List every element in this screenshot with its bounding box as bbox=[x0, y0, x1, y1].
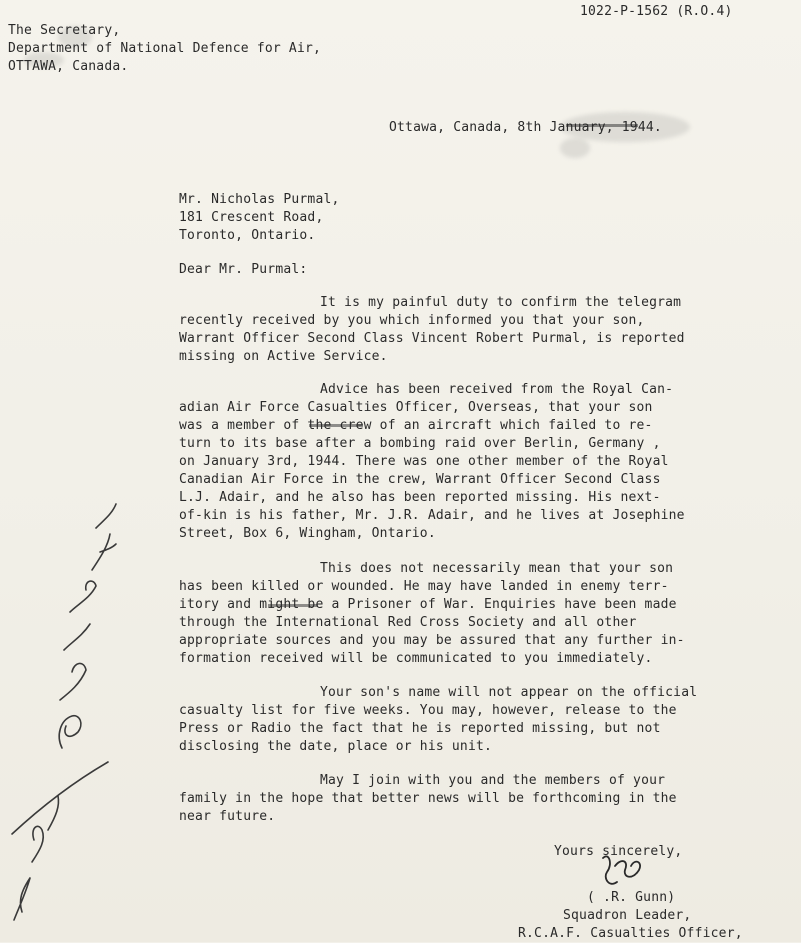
sender-line-2: Department of National Defence for Air, bbox=[8, 41, 322, 56]
ink-smudge bbox=[560, 138, 590, 158]
sender-line-3: OTTAWA, Canada. bbox=[8, 59, 129, 74]
paragraph-4-line: Press or Radio the fact that he is reported missing, but not bbox=[179, 721, 661, 736]
salutation: Dear Mr. Purmal: bbox=[179, 262, 308, 277]
paragraph-3-line: formation received will be communicated to you immediately. bbox=[179, 651, 653, 666]
paragraph-1-line: It is my painful duty to confirm the telegram bbox=[320, 295, 682, 310]
paragraph-2-line: was a member of the crew of an aircraft which failed to re- bbox=[179, 418, 653, 433]
paragraph-1-line: recently received by you which informed you that your son, bbox=[179, 313, 645, 328]
paragraph-2-line: L.J. Adair, and he also has been reported missing. His next- bbox=[179, 490, 661, 505]
paragraph-3-line: appropriate sources and you may be assured that any further in- bbox=[179, 633, 685, 648]
paragraph-3-line: has been killed or wounded. He may have landed in enemy terr- bbox=[179, 579, 669, 594]
reference-number: 1022-P-1562 (R.O.4) bbox=[580, 4, 733, 19]
paragraph-2-line: on January 3rd, 1944. There was one other member of the Royal bbox=[179, 454, 669, 469]
paragraph-2-line: of-kin is his father, Mr. J.R. Adair, and he lives at Josephine bbox=[179, 508, 685, 523]
paragraph-5-line: family in the hope that better news will be forthcoming in the bbox=[179, 791, 677, 806]
recipient-city: Toronto, Ontario. bbox=[179, 228, 316, 243]
paragraph-2-line: Canadian Air Force in the crew, Warrant Officer Second Class bbox=[179, 472, 661, 487]
paragraph-2-line: adian Air Force Casualties Officer, Overseas, that your son bbox=[179, 400, 653, 415]
paragraph-1-line: Warrant Officer Second Class Vincent Robert Purmal, is reported bbox=[179, 331, 685, 346]
paragraph-2-line: Street, Box 6, Wingham, Ontario. bbox=[179, 526, 436, 541]
margin-handwriting bbox=[0, 500, 120, 940]
paragraph-5-line: May I join with you and the members of your bbox=[320, 773, 666, 788]
sender-line-1: The Secretary, bbox=[8, 23, 121, 38]
paragraph-2-line: turn to its base after a bombing raid over Berlin, Germany , bbox=[179, 436, 661, 451]
paragraph-3-line: itory and might be a Prisoner of War. Enquiries have been made bbox=[179, 597, 677, 612]
date-line: Ottawa, Canada, 8th January, 1944. bbox=[389, 120, 662, 135]
recipient-name: Mr. Nicholas Purmal, bbox=[179, 192, 340, 207]
signature-name: ( .R. Gunn) bbox=[587, 890, 676, 905]
paragraph-3-line: This does not necessarily mean that your son bbox=[320, 561, 674, 576]
paragraph-1-line: missing on Active Service. bbox=[179, 349, 388, 364]
paragraph-4-line: disclosing the date, place or his unit. bbox=[179, 739, 493, 754]
paragraph-4-line: casualty list for five weeks. You may, however, release to the bbox=[179, 703, 677, 718]
signature-title-1: Squadron Leader, bbox=[563, 908, 692, 923]
paragraph-2-line: Advice has been received from the Royal Can- bbox=[320, 382, 674, 397]
paragraph-3-line: through the International Red Cross Society and all other bbox=[179, 615, 637, 630]
paragraph-4-line: Your son's name will not appear on the official bbox=[320, 685, 698, 700]
paragraph-5-line: near future. bbox=[179, 809, 276, 824]
recipient-street: 181 Crescent Road, bbox=[179, 210, 324, 225]
signature-title-2: R.C.A.F. Casualties Officer, bbox=[518, 926, 743, 941]
closing: Yours sincerely, bbox=[554, 844, 683, 859]
